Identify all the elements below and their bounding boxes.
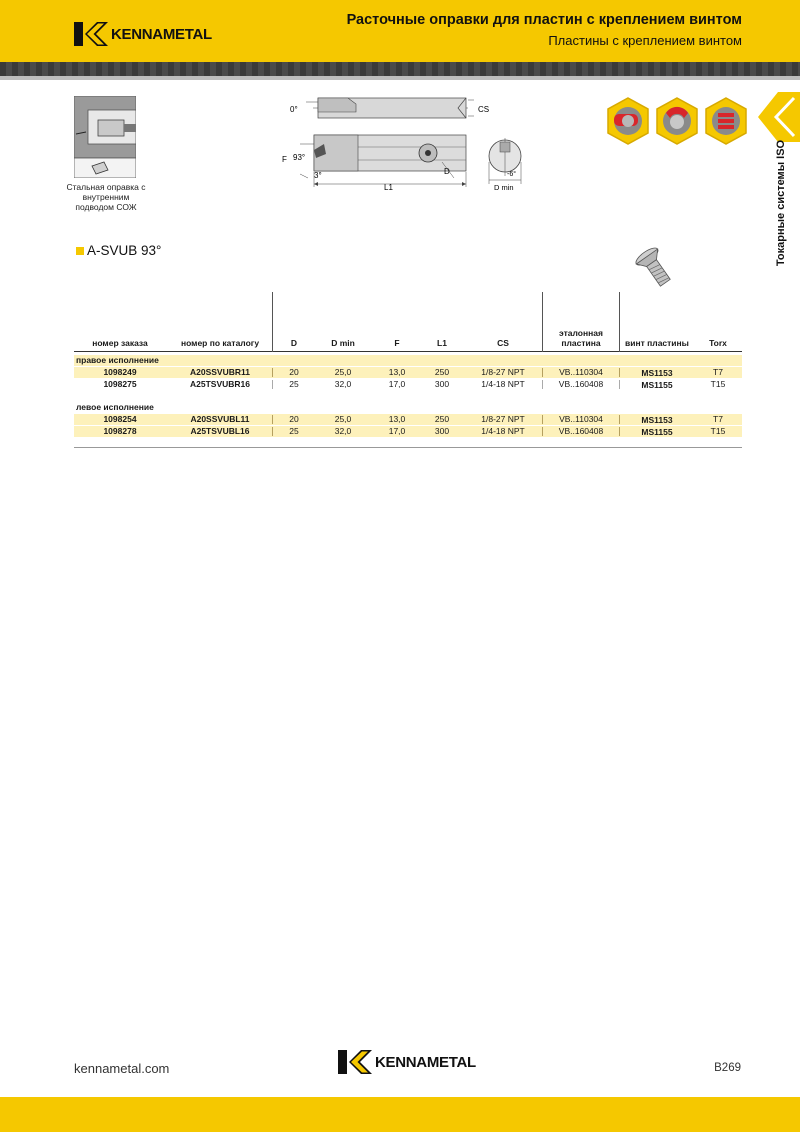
- boring-hex-icon-1: [608, 98, 648, 144]
- footer-kennametal-k-icon: [338, 1050, 372, 1074]
- col-l1: L1: [437, 338, 447, 348]
- section-title: A-SVUB 93°: [87, 243, 162, 258]
- col-torx: Torx: [709, 338, 727, 348]
- d-label: D: [444, 167, 450, 176]
- col-screw: винт пластины: [625, 338, 689, 348]
- l1-label: L1: [384, 183, 393, 192]
- side-tab-label: Токарные системы ISO: [775, 139, 787, 266]
- section-marker-icon: [76, 247, 84, 255]
- table-bottom-rule: [74, 447, 742, 448]
- group-label-left: левое исполнение: [76, 402, 154, 412]
- bar-top-view: [306, 98, 474, 118]
- group-label-right: правое исполнение: [74, 355, 742, 366]
- cs-label: CS: [478, 105, 490, 114]
- dmin-label: D min: [494, 183, 514, 192]
- footer-url[interactable]: kennametal.com: [74, 1061, 170, 1076]
- col-order: номер заказа: [92, 338, 148, 348]
- angle-6-label: -6°: [507, 171, 517, 178]
- holder-caption: Стальная оправка с внутренним подводом СОЖ: [66, 182, 146, 212]
- page-number: B269: [714, 1062, 741, 1074]
- col-dmin: D min: [331, 338, 355, 348]
- table-row: 1098278 A25TSVUBL16 25 32,0 17,0 300 1/4-18 NPT VB..160408 MS1155 T15: [74, 426, 742, 437]
- f-label: F: [282, 155, 287, 164]
- table-row: 1098254 A20SSVUBL11 20 25,0 13,0 250 1/8-27 NPT VB..110304 MS1153 T7: [74, 414, 742, 425]
- holder-coolant-schematic: [74, 96, 136, 178]
- table-row: 1098275 A25TSVUBR16 25 32,0 17,0 300 1/4-18 NPT VB..160408 MS1155 T15: [103, 379, 726, 390]
- bar-side-view: [300, 135, 466, 187]
- boring-hex-icon-2: [657, 98, 697, 144]
- kennametal-wordmark: KENNAMETAL: [111, 25, 212, 43]
- operation-hex-icons: [604, 96, 754, 146]
- col-catalog: номер по каталогу: [180, 338, 260, 348]
- boring-bar-drawing: [278, 92, 528, 202]
- footer-band: [0, 1097, 800, 1132]
- angle-3-label: 3°: [314, 171, 322, 180]
- header-stripe: [0, 62, 800, 80]
- col-cs: CS: [497, 338, 509, 348]
- col-f: F: [394, 338, 400, 348]
- table-row: 1098249 A20SSVUBR11 20 25,0 13,0 250 1/8-27 NPT VB..110304 MS1153 T7: [74, 367, 742, 378]
- page-subtitle: Пластины с креплением винтом: [548, 33, 742, 48]
- table-header: [74, 292, 742, 352]
- bar-end-view: [489, 138, 521, 184]
- kennametal-k-icon: [74, 22, 108, 46]
- boring-hex-icon-3: [706, 98, 746, 144]
- section-heading: [76, 243, 161, 258]
- col-d: D: [290, 338, 298, 348]
- col-insert: эталонная пластина: [559, 328, 603, 348]
- footer-wordmark: KENNAMETAL: [375, 1053, 476, 1071]
- insert-screw-icon: [628, 244, 682, 292]
- footer-logo: [338, 1050, 476, 1074]
- kennametal-logo: [74, 22, 212, 46]
- page-title: Расточные оправки для пластин с креплением винтом: [346, 12, 742, 28]
- side-chevron-icon: [750, 92, 800, 142]
- angle-93-label: 93°: [293, 153, 306, 162]
- angle-0-label: 0°: [290, 105, 298, 114]
